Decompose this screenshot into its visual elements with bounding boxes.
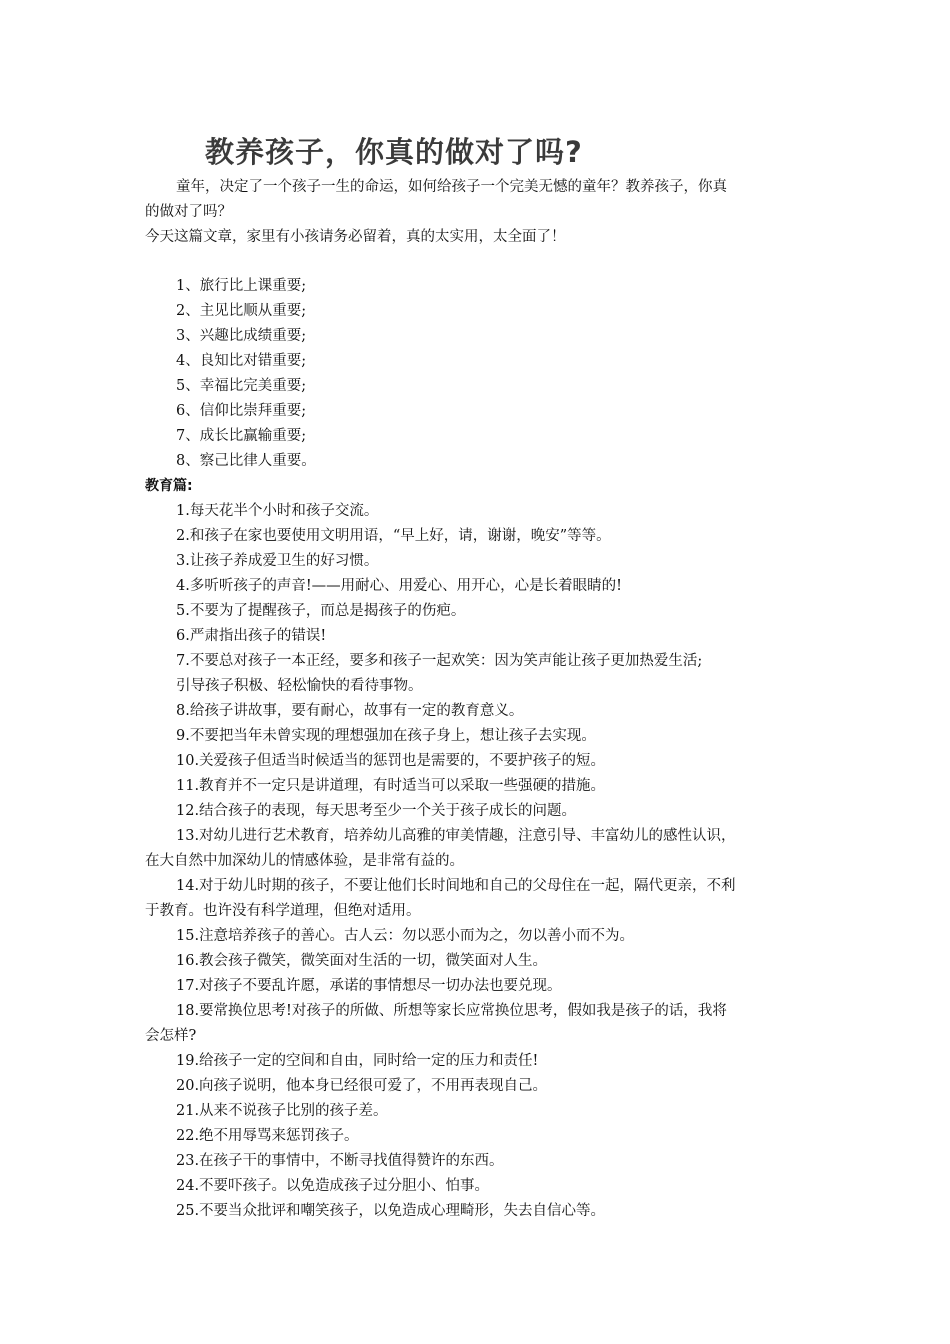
principle-item: 2、主见比顺从重要; bbox=[176, 303, 307, 319]
education-item: 16.教会孩子微笑，微笑面对生活的一切，微笑面对人生。 bbox=[176, 953, 548, 969]
education-item: 24.不要吓孩子。以免造成孩子过分胆小、怕事。 bbox=[176, 1178, 490, 1194]
education-item: 23.在孩子干的事情中，不断寻找值得赞许的东西。 bbox=[176, 1153, 504, 1169]
education-item: 11.教育并不一定只是讲道理，有时适当可以采取一些强硬的措施。 bbox=[176, 778, 606, 794]
education-item: 3.让孩子养成爱卫生的好习惯。 bbox=[176, 553, 379, 569]
education-item: 在大自然中加深幼儿的情感体验，是非常有益的。 bbox=[145, 853, 464, 869]
education-item: 25.不要当众批评和嘲笑孩子，以免造成心理畸形，失去自信心等。 bbox=[176, 1203, 606, 1219]
section-heading: 教育篇: bbox=[145, 478, 193, 494]
education-item: 5.不要为了提醒孩子，而总是揭孩子的伤疤。 bbox=[176, 603, 466, 619]
education-item: 20.向孩子说明，他本身已经很可爱了，不用再表现自己。 bbox=[176, 1078, 548, 1094]
principle-item: 4、良知比对错重要; bbox=[176, 353, 307, 369]
education-item: 6.严肃指出孩子的错误! bbox=[176, 628, 327, 644]
education-item: 2.和孩子在家也要使用文明用语，“早上好，请，谢谢，晚安”等等。 bbox=[176, 528, 611, 544]
education-item: 7.不要总对孩子一本正经，要多和孩子一起欢笑：因为笑声能让孩子更加热爱生活; bbox=[176, 653, 703, 669]
education-item: 15.注意培养孩子的善心。古人云：勿以恶小而为之，勿以善小而不为。 bbox=[176, 928, 635, 944]
education-item: 21.从来不说孩子比别的孩子差。 bbox=[176, 1103, 388, 1119]
principle-item: 5、幸福比完美重要; bbox=[176, 378, 307, 394]
document-title: 教养孩子，你真的做对了吗? bbox=[205, 135, 583, 169]
education-item: 10.关爱孩子但适当时候适当的惩罚也是需要的，不要护孩子的短。 bbox=[176, 753, 606, 769]
education-item: 会怎样? bbox=[145, 1028, 197, 1044]
principle-item: 8、察己比律人重要。 bbox=[176, 453, 316, 469]
education-item: 引导孩子积极、轻松愉快的看待事物。 bbox=[176, 678, 423, 694]
principle-item: 6、信仰比崇拜重要; bbox=[176, 403, 307, 419]
education-item: 于教育。也许没有科学道理，但绝对适用。 bbox=[145, 903, 421, 919]
education-item: 4.多听听孩子的声音!——用耐心、用爱心、用开心，心是长着眼睛的! bbox=[176, 578, 622, 594]
principle-item: 3、兴趣比成绩重要; bbox=[176, 328, 307, 344]
principle-item: 1、旅行比上课重要; bbox=[176, 278, 307, 294]
education-item: 8.给孩子讲故事，要有耐心，故事有一定的教育意义。 bbox=[176, 703, 524, 719]
education-item: 22.绝不用辱骂来惩罚孩子。 bbox=[176, 1128, 359, 1144]
education-item: 9.不要把当年未曾实现的理想强加在孩子身上，想让孩子去实现。 bbox=[176, 728, 596, 744]
education-item: 13.对幼儿进行艺术教育，培养幼儿高雅的审美情趣，注意引导、丰富幼儿的感性认识， bbox=[176, 828, 736, 844]
intro-line: 的做对了吗？ bbox=[145, 204, 232, 220]
education-item: 17.对孩子不要乱许愿，承诺的事情想尽一切办法也要兑现。 bbox=[176, 978, 562, 994]
intro-line: 童年，决定了一个孩子一生的命运，如何给孩子一个完美无憾的童年？教养孩子，你真 bbox=[176, 179, 727, 195]
education-item: 1.每天花半个小时和孩子交流。 bbox=[176, 503, 379, 519]
education-item: 14.对于幼儿时期的孩子，不要让他们长时间地和自己的父母住在一起，隔代更亲，不利 bbox=[176, 878, 736, 894]
education-item: 19.给孩子一定的空间和自由，同时给一定的压力和责任! bbox=[176, 1053, 539, 1069]
intro-line: 今天这篇文章，家里有小孩请务必留着，真的太实用，太全面了！ bbox=[145, 229, 566, 245]
principle-item: 7、成长比赢输重要; bbox=[176, 428, 307, 444]
education-item: 18.要常换位思考!对孩子的所做、所想等家长应常换位思考，假如我是孩子的话，我将 bbox=[176, 1003, 727, 1019]
education-item: 12.结合孩子的表现，每天思考至少一个关于孩子成长的问题。 bbox=[176, 803, 577, 819]
